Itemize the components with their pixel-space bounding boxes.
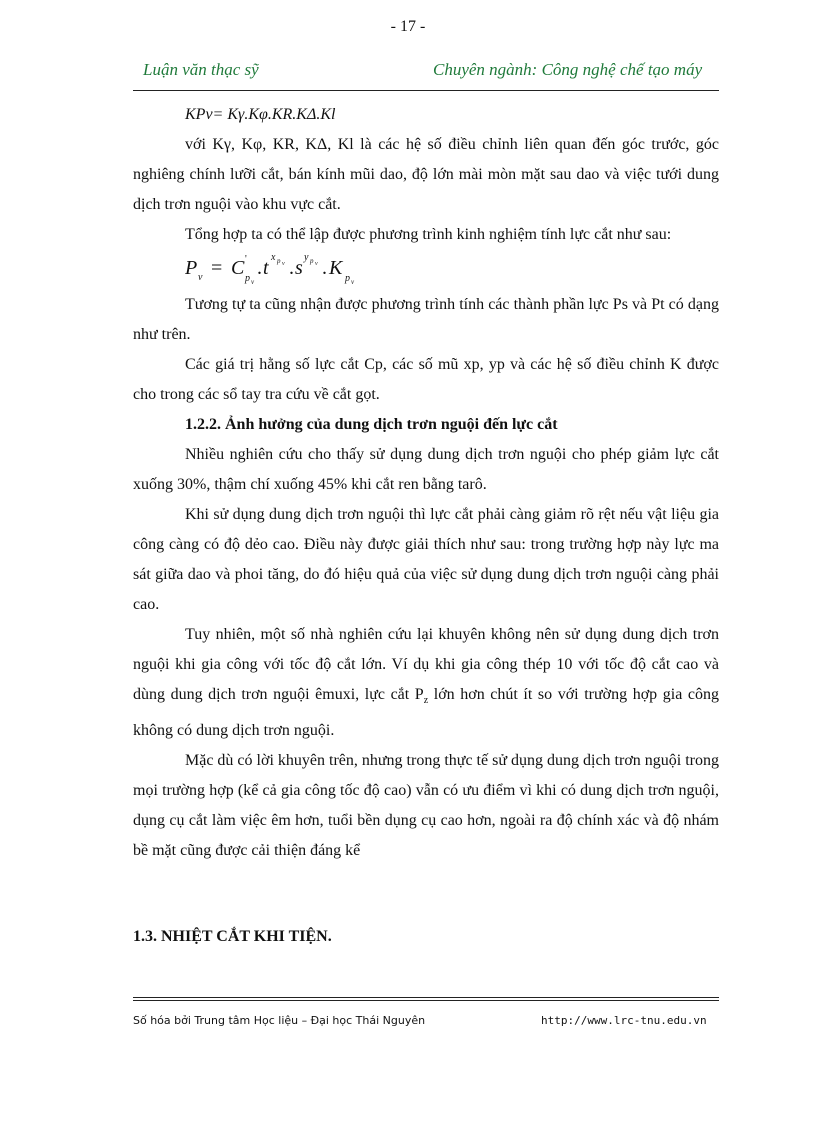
svg-text:v: v: [251, 278, 255, 286]
section-heading-1-2-2: 1.2.2. Ảnh hưởng của dung dịch trơn nguội đến lực cắt: [185, 416, 558, 433]
svg-text:=: =: [211, 257, 223, 279]
pz-subscript: z: [423, 695, 429, 707]
document-body: [133, 100, 719, 866]
paragraph-high-speed-part2: lớn hơn chút ít so với trường hợp gia công không có dung dịch trơn nguội.: [133, 686, 720, 740]
formula-force-equation: [133, 250, 719, 290]
header-divider: [133, 90, 719, 91]
paragraph-coolant-reduction: Nhiều nghiên cứu cho thấy sử dụng dung dịch trơn nguội cho phép giảm lực cắt xuống 30%, thậm chí xuống 45% khi cắt ren bằng tarô.: [133, 446, 719, 493]
paragraph-constants: Các giá trị hằng số lực cắt Cp, các số mũ xp, yp và các hệ số điều chỉnh K được cho trong các sổ tay tra cứu về cắt gọt.: [133, 356, 719, 403]
svg-text:.: .: [257, 257, 262, 279]
footer-digitized-by: Số hóa bởi Trung tâm Học liệu – Đại học Thái Nguyên: [133, 1014, 426, 1027]
svg-text:': ': [245, 254, 247, 265]
footer-divider-bottom: [133, 1000, 719, 1001]
svg-text:v: v: [351, 278, 355, 286]
svg-text:x: x: [271, 252, 276, 263]
paragraph-high-speed: [133, 620, 719, 746]
svg-text:C: C: [231, 257, 245, 279]
paragraph-high-speed-part1: Tuy nhiên, một số nhà nghiên cứu lại khuyên không nên sử dụng dung dịch trơn nguội khi gia công với tốc độ cắt lớn. Ví dụ khi gia công thép 10 với tốc độ cắt cao và dùng dung dịch trơn nguội êmuxi, lực cắt P: [133, 626, 719, 703]
paragraph-advantages: Mặc dù có lời khuyên trên, nhưng trong thực tế sử dụng dung dịch trơn nguội trong mọi trường hợp (kể cả gia công tốc độ cao) vẫn có ưu điểm vì khi có dung dịch trơn nguội, dụng cụ cắt làm việc êm hơn, tuổi bền dụng cụ cao hơn, ngoài ra độ chính xác và độ nhám bề mặt cũng được cải thiện đáng kể: [133, 752, 719, 860]
formula-kpv: KPv= Kγ.Kφ.KR.KΔ.Kl: [185, 106, 336, 123]
page-number: - 17 -: [390, 18, 426, 35]
svg-text:p: p: [277, 257, 281, 265]
svg-text:v: v: [315, 261, 318, 267]
svg-text:t: t: [263, 257, 269, 279]
svg-text:s: s: [295, 257, 303, 279]
header-thesis-type: Luận văn thạc sỹ: [143, 60, 259, 79]
footer-url: http://www.lrc-tnu.edu.vn: [541, 1014, 707, 1027]
svg-text:K: K: [329, 257, 343, 279]
section-heading-1-3: 1.3. NHIỆT CẮT KHI TIỆN.: [133, 928, 332, 945]
paragraph-coefficients: với Kγ, Kφ, KR, KΔ, Kl là các hệ số điều chỉnh liên quan đến góc trước, góc nghiêng chính lưỡi cắt, bán kính mũi dao, độ lớn mài mòn mặt sau dao và việc tưới dung dịch trơn nguội vào khu vực cắt.: [133, 136, 719, 213]
svg-text:.: .: [322, 257, 327, 279]
svg-text:y: y: [304, 252, 309, 263]
svg-text:v: v: [282, 261, 285, 267]
svg-text:p: p: [245, 273, 250, 284]
paragraph-ductility: Khi sử dụng dung dịch trơn nguội thì lực cắt phải càng giảm rõ rệt nếu vật liệu gia công càng có độ dẻo cao. Điều này được giải thích như sau: trong trường hợp này lực ma sát giữa dao và phoi tăng, do đó hiệu quả của việc sử dụng dung dịch trơn nguội càng phải cao.: [133, 506, 719, 613]
svg-text:.: .: [289, 257, 294, 279]
svg-text:P: P: [185, 257, 198, 279]
svg-text:p: p: [345, 273, 350, 284]
paragraph-summary: Tổng hợp ta có thể lập được phương trình kinh nghiệm tính lực cắt như sau:: [185, 226, 672, 243]
paragraph-ps-pt: Tương tự ta cũng nhận được phương trình tính các thành phần lực Ps và Pt có dạng như trên.: [133, 296, 719, 343]
header-specialization: Chuyên ngành: Công nghệ chế tạo máy: [433, 60, 703, 79]
footer-divider-top: [133, 997, 719, 998]
force-equation-graphic: [185, 250, 425, 290]
svg-text:v: v: [198, 272, 203, 283]
svg-text:p: p: [310, 257, 314, 265]
